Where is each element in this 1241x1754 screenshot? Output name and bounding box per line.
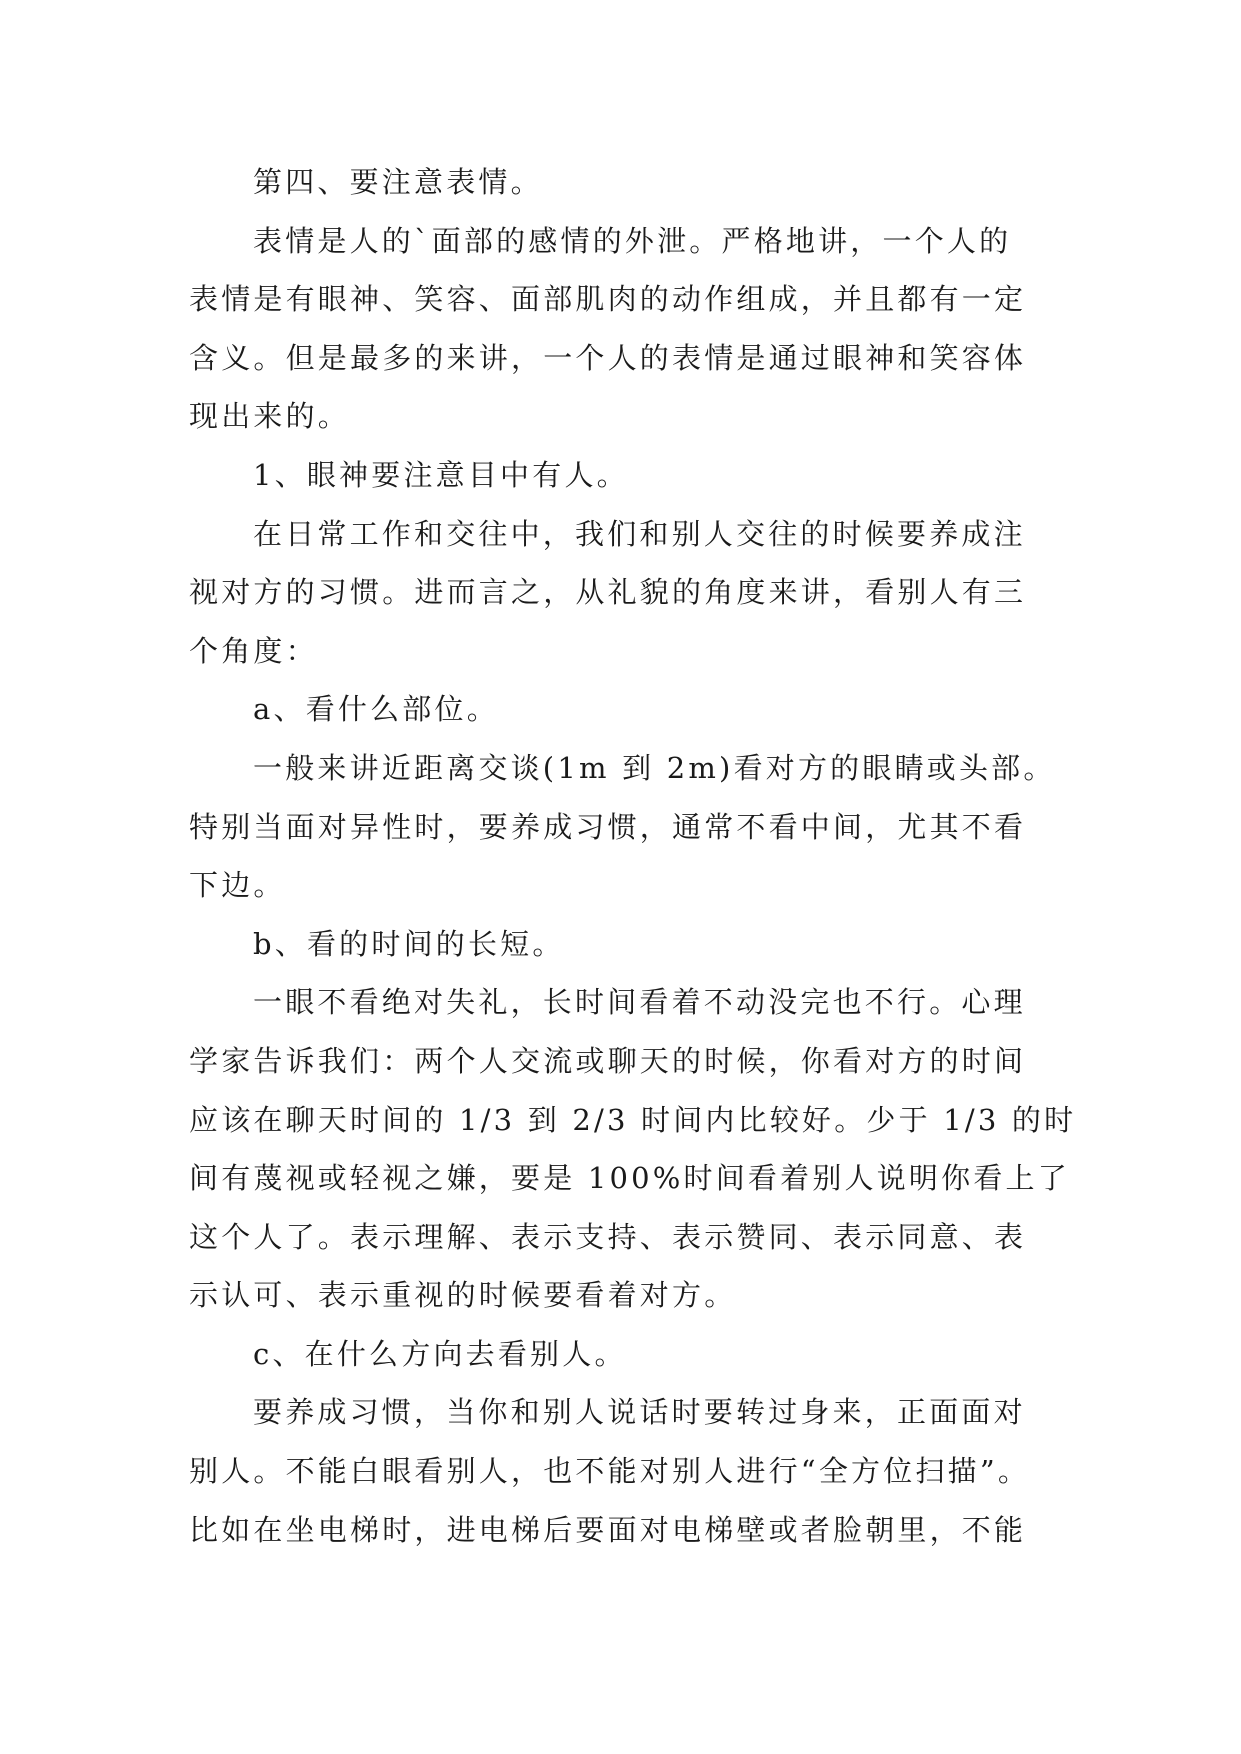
paragraph-line: 比如在坐电梯时，进电梯后要面对电梯壁或者脸朝里，不能 xyxy=(189,1512,1027,1547)
paragraph-line: 表情是人的`面部的感情的外泄。严格地讲，一个人的 xyxy=(253,223,1012,258)
paragraph-line: 一般来讲近距离交谈(1m 到 2m)看对方的眼睛或头部。 xyxy=(253,750,1056,785)
paragraph-line: 别人。不能白眼看别人，也不能对别人进行“全方位扫描”。 xyxy=(189,1454,1031,1489)
paragraph-heading-eyes xyxy=(189,446,1069,505)
paragraph-line: 应该在聊天时间的 1/3 到 2/3 时间内比较好。少于 1/3 的时 xyxy=(189,1102,1077,1137)
paragraph-heading-c xyxy=(189,1325,1069,1384)
paragraph-line: 个角度： xyxy=(189,633,318,668)
paragraph-eye-contact xyxy=(189,505,1069,681)
paragraph-heading-b xyxy=(189,915,1069,974)
paragraph-line: 学家告诉我们：两个人交流或聊天的时候，你看对方的时间 xyxy=(189,1043,1027,1078)
paragraph-line: 含义。但是最多的来讲，一个人的表情是通过眼神和笑容体 xyxy=(189,340,1027,375)
paragraph-line: 在日常工作和交往中，我们和别人交往的时候要养成注 xyxy=(253,516,1026,551)
document-body xyxy=(189,153,1077,1559)
paragraph-line: 间有蔑视或轻视之嫌，要是 100%时间看着别人说明你看上了 xyxy=(189,1161,1070,1196)
paragraph-line: 视对方的习惯。进而言之，从礼貌的角度来讲，看别人有三 xyxy=(189,575,1027,610)
paragraph-heading-expression xyxy=(189,153,1069,212)
paragraph-line: a、看什么部位。 xyxy=(253,692,499,727)
paragraph-look-duration xyxy=(189,973,1077,1325)
paragraph-line: 示认可、表示重视的时候要看着对方。 xyxy=(189,1278,737,1313)
paragraph-line: 现出来的。 xyxy=(189,399,351,434)
paragraph-line: 要养成习惯，当你和别人说话时要转过身来，正面面对 xyxy=(253,1395,1026,1430)
paragraph-line: 这个人了。表示理解、表示支持、表示赞同、表示同意、表 xyxy=(189,1219,1027,1254)
paragraph-line: b、看的时间的长短。 xyxy=(253,926,565,961)
paragraph-expression-definition xyxy=(189,212,1069,446)
paragraph-where-to-look xyxy=(189,739,1069,915)
paragraph-line: 表情是有眼神、笑容、面部肌肉的动作组成，并且都有一定 xyxy=(189,282,1027,317)
paragraph-line: c、在什么方向去看别人。 xyxy=(253,1336,627,1371)
paragraph-heading-a xyxy=(189,680,1069,739)
paragraph-line: 下边。 xyxy=(189,868,286,903)
paragraph-line: 第四、要注意表情。 xyxy=(253,165,543,199)
paragraph-line: 特别当面对异性时，要养成习惯，通常不看中间，尤其不看 xyxy=(189,809,1027,844)
paragraph-line: 1、眼神要注意目中有人。 xyxy=(253,457,629,492)
paragraph-line: 一眼不看绝对失礼，长时间看着不动没完也不行。心理 xyxy=(253,985,1026,1020)
paragraph-look-direction xyxy=(189,1383,1069,1559)
